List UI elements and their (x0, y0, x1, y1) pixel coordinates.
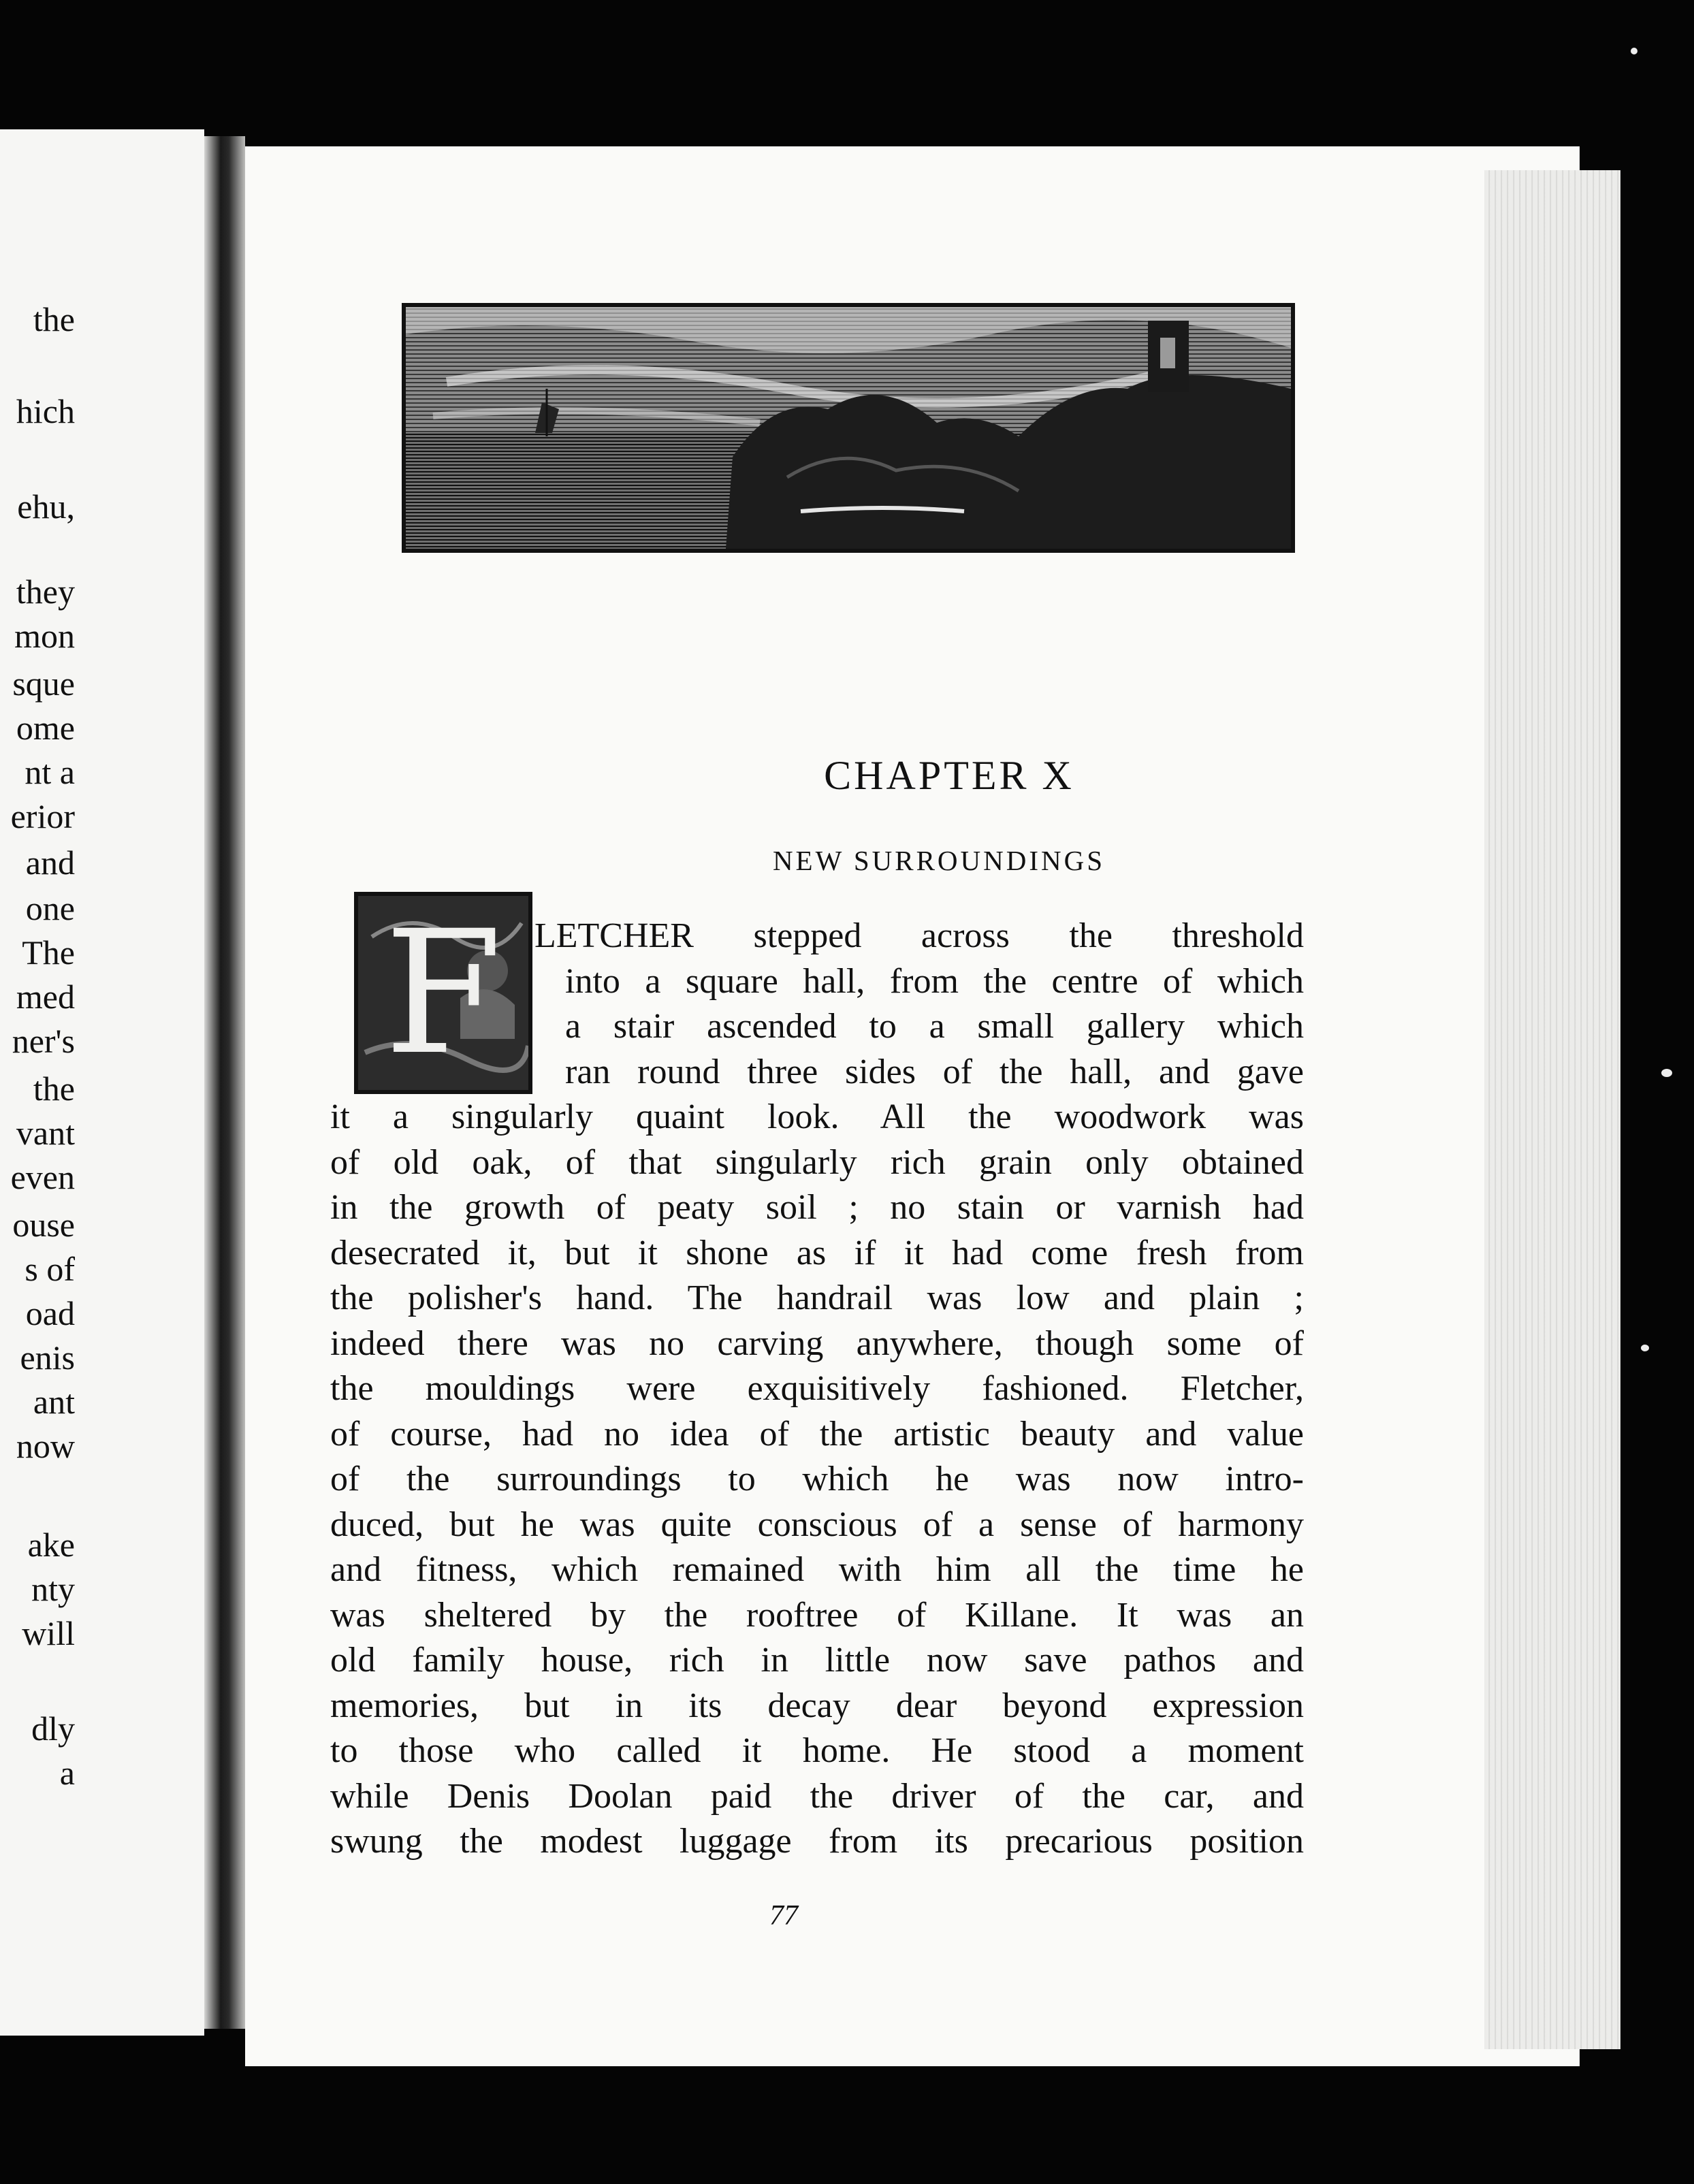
left-page-fragment: will (22, 1614, 75, 1652)
left-page-fragment: mon (14, 617, 75, 655)
drop-cap-letter: F (384, 893, 502, 1092)
left-page-fragment: ner's (12, 1022, 75, 1060)
left-page-fragment: ome (16, 709, 75, 747)
left-page-fragment: a (59, 1754, 75, 1792)
body-text-line: of old oak, of that singularly rich grain only obtained (330, 1142, 1304, 1182)
body-text-line: swung the modest luggage from its precarious position (330, 1822, 1304, 1861)
left-page-fragment: hich (16, 392, 75, 430)
body-text-line: to those who called it home. He stood a moment (330, 1731, 1304, 1770)
left-page-fragment: The (22, 933, 75, 971)
speck (1641, 1345, 1649, 1351)
body-text-line: was sheltered by the rooftree of Killane. It was an (330, 1595, 1304, 1635)
left-page-fragment: vant (16, 1114, 75, 1152)
body-text-line: it a singularly quaint look. All the woodwork was (330, 1097, 1304, 1136)
left-page-fragment: sque (12, 664, 75, 703)
headpiece-engraving (402, 303, 1295, 553)
body-text-line: duced, but he was quite conscious of a sense of harmony (330, 1505, 1304, 1544)
body-text-line: memories, but in its decay dear beyond expression (330, 1686, 1304, 1725)
left-page-fragment: ant (33, 1383, 75, 1421)
body-text-line: of the surroundings to which he was now intro- (330, 1460, 1304, 1498)
left-page-fragment: dly (31, 1709, 75, 1748)
left-page-fragment: they (16, 573, 75, 611)
left-page-fragment: med (16, 978, 75, 1016)
body-text-line: a stair ascended to a small gallery which (565, 1007, 1304, 1046)
page-edges (1484, 170, 1620, 2049)
left-page-fragment: nty (31, 1570, 75, 1608)
left-page-fragment: s of (25, 1250, 75, 1288)
body-text-line: indeed there was no carving anywhere, though some of (330, 1323, 1304, 1363)
left-page-fragment: even (10, 1158, 75, 1196)
left-page-fragment: enis (20, 1338, 75, 1377)
left-page-fragment: and (25, 844, 75, 882)
body-text-line: desecrated it, but it shone as if it had come fresh from (330, 1233, 1304, 1272)
page-number: 77 (769, 1900, 798, 1931)
chapter-title: CHAPTER X (824, 753, 1074, 798)
left-page-fragment: the (33, 300, 75, 338)
body-text-line: LETCHER stepped across the threshold (534, 916, 1304, 955)
left-page-fragment: ake (27, 1526, 75, 1564)
speck (1661, 1069, 1672, 1077)
left-page-fragment: oad (25, 1294, 75, 1332)
speck (1631, 48, 1637, 54)
body-text-line: into a square hall, from the centre of which (565, 961, 1304, 1001)
chapter-subtitle: NEW SURROUNDINGS (772, 845, 1106, 876)
left-page (0, 129, 204, 2036)
body-text-line: while Denis Doolan paid the driver of the car, and (330, 1776, 1304, 1816)
left-page-fragment: ouse (12, 1206, 75, 1244)
body-text-line: old family house, rich in little now save pathos and (330, 1641, 1304, 1680)
drop-cap-initial (354, 892, 532, 1094)
left-page-fragment: one (25, 889, 75, 927)
left-page-fragment: the (33, 1070, 75, 1108)
left-page-fragment: now (16, 1427, 75, 1465)
body-text-line: and fitness, which remained with him all the time he (330, 1550, 1304, 1589)
left-page-fragment: erior (10, 797, 75, 835)
body-text-line: the mouldings were exquisitively fashioned. Fletcher, (330, 1369, 1304, 1408)
body-text-line: of course, had no idea of the artistic beauty and value (330, 1414, 1304, 1454)
left-page-text-fragments (0, 129, 204, 2036)
left-page-fragment: nt a (25, 753, 75, 791)
body-text-line: the polisher's hand. The handrail was low and plain ; (330, 1279, 1304, 1317)
left-page-fragment: ehu, (17, 487, 75, 526)
body-text-line: in the growth of peaty soil ; no stain or varnish had (330, 1188, 1304, 1227)
book-gutter (204, 136, 245, 2029)
body-text-line: ran round three sides of the hall, and gave (565, 1052, 1304, 1091)
